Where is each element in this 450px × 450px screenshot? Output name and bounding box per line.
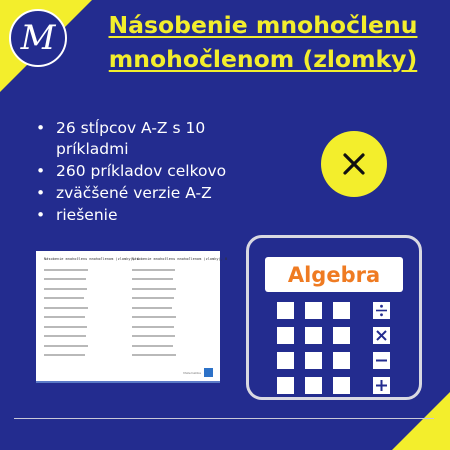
calculator-key [305,302,322,319]
exercise-line [44,278,86,280]
feature-item-line-1: 26 stĺpcov A-Z s 10 [56,119,206,137]
feature-item-line-2: príkladmi [56,140,129,158]
minus-key [373,352,390,369]
bottom-divider [14,418,434,419]
multiply-key [373,327,390,344]
title-line-2: mnohočlenom (zlomky) [108,45,418,73]
exercise-line [132,307,172,309]
multiply-badge [321,131,387,197]
exercise-line [44,307,88,309]
exercise-line [44,354,85,356]
plus-key [373,377,390,394]
title-line-1: Násobenie mnohočlenu [108,11,418,39]
plus-icon [375,379,388,392]
worksheet-title-b: Násobenie mnohočlenu mnohočlenom (zlomky), B [132,257,228,261]
exercise-line [132,335,175,337]
calculator-key [305,327,322,344]
exercise-line [132,345,173,347]
yellow-corner-bottom-right [392,392,450,450]
calculator-key [305,377,322,394]
divide-icon [375,304,388,317]
calculator-icon [246,235,422,400]
exercise-line [44,345,88,347]
feature-item [32,183,292,204]
exercise-line [132,297,174,299]
exercise-line [132,326,174,328]
times-icon [375,329,388,342]
worksheet-column-a [44,257,140,356]
calculator-key [305,352,322,369]
exercise-line [132,269,175,271]
exercise-line [44,326,87,328]
exercise-line [44,269,88,271]
calculator-key [333,352,350,369]
feature-item-text: riešenie [56,206,118,224]
worksheet-bottom-bar [36,381,220,383]
calculator-screen-label: Algebra [287,262,381,287]
page-title [82,8,444,76]
feature-item [32,118,292,160]
exercise-line [44,297,84,299]
calculator-key [333,302,350,319]
calculator-key [333,327,350,344]
feature-item [32,205,292,226]
exercise-line [132,288,176,290]
calculator-screen [265,257,403,292]
logo-badge [9,9,67,67]
feature-item [32,161,292,182]
feature-item-text: zväčšené verzie A-Z [56,184,212,202]
exercise-line [44,335,86,337]
exercise-line [132,316,176,318]
divide-key [373,302,390,319]
worksheet-footer [183,368,213,377]
logo-letter: M [20,18,56,58]
calculator-key [277,302,294,319]
exercise-line [44,288,87,290]
minus-icon [375,354,388,367]
feature-list [32,118,292,227]
times-icon [341,151,367,177]
exercise-line [132,278,173,280]
exercise-line [44,316,85,318]
calculator-key [277,327,294,344]
worksheet-footer-text: Matematika [183,370,201,375]
exercise-line [132,354,176,356]
worksheet-column-b [132,257,228,356]
feature-item-text: 260 príkladov celkovo [56,162,227,180]
calculator-key [277,352,294,369]
calculator-key [333,377,350,394]
calculator-key [277,377,294,394]
worksheet-preview [36,251,228,383]
worksheet-footer-logo [204,368,213,377]
worksheet-title-a: Násobenie mnohočlenu mnohočlenom (zlomky), A [44,257,140,261]
